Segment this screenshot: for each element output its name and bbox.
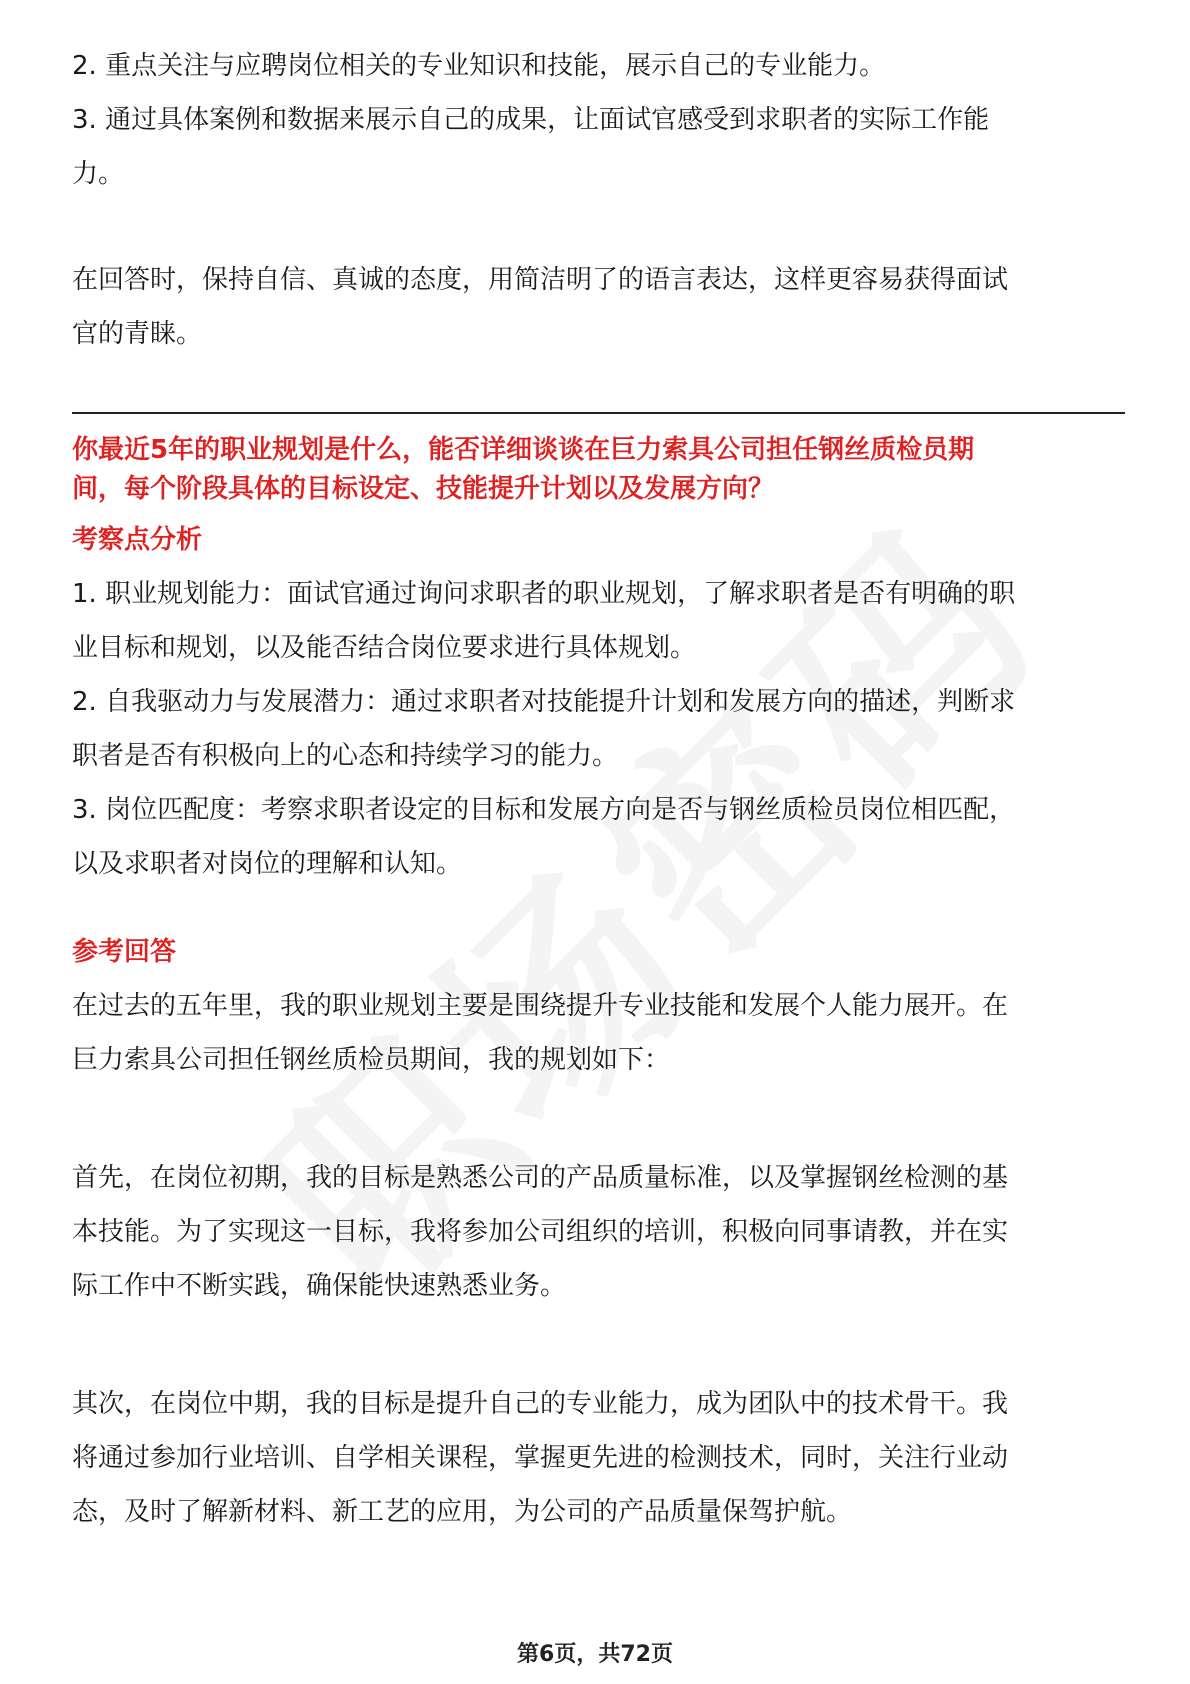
section-divider bbox=[72, 412, 1125, 414]
answer-line: 巨力索具公司担任钢丝质检员期间，我的规划如下： bbox=[72, 1045, 671, 1075]
analysis-line: 3. 岗位匹配度：考察求职者设定的目标和发展方向是否与钢丝质检员岗位相匹配， bbox=[72, 795, 1016, 825]
analysis-line: 2. 自我驱动力与发展潜力：通过求职者对技能提升计划和发展方向的描述，判断求 bbox=[72, 687, 1016, 717]
page-number: 第6页，共72页 bbox=[517, 1642, 673, 1667]
analysis-line: 以及求职者对岗位的理解和认知。 bbox=[72, 849, 463, 879]
answer-line: 其次，在岗位中期，我的目标是提升自己的专业能力，成为团队中的技术骨干。我 bbox=[72, 1389, 1009, 1419]
analysis-heading: 考察点分析 bbox=[72, 525, 203, 555]
answer-line: 首先，在岗位初期，我的目标是熟悉公司的产品质量标准，以及掌握钢丝检测的基 bbox=[72, 1163, 1009, 1193]
question-title: 你最近5年的职业规划是什么，能否详细谈谈在巨力索具公司担任钢丝质检员期 bbox=[72, 435, 975, 465]
question-title-continued: 间，每个阶段具体的目标设定、技能提升计划以及发展方向？ bbox=[72, 474, 775, 504]
answer-line: 本技能。为了实现这一目标，我将参加公司组织的培训，积极向同事请教，并在实 bbox=[72, 1217, 1009, 1247]
intro-point-3: 3. 通过具体案例和数据来展示自己的成果，让面试官感受到求职者的实际工作能 bbox=[72, 105, 990, 135]
analysis-line: 业目标和规划，以及能否结合岗位要求进行具体规划。 bbox=[72, 633, 697, 663]
analysis-line: 职者是否有积极向上的心态和持续学习的能力。 bbox=[72, 741, 619, 771]
intro-point-2: 2. 重点关注与应聘岗位相关的专业知识和技能，展示自己的专业能力。 bbox=[72, 51, 886, 81]
analysis-line: 1. 职业规划能力：面试官通过询问求职者的职业规划，了解求职者是否有明确的职 bbox=[72, 579, 1016, 609]
answer-line: 将通过参加行业培训、自学相关课程，掌握更先进的检测技术，同时，关注行业动 bbox=[72, 1443, 1009, 1473]
intro-closing-line: 官的青睐。 bbox=[72, 319, 203, 349]
answer-line: 态，及时了解新材料、新工艺的应用，为公司的产品质量保驾护航。 bbox=[72, 1497, 853, 1527]
intro-closing-line: 在回答时，保持自信、真诚的态度，用简洁明了的语言表达，这样更容易获得面试 bbox=[72, 265, 1009, 295]
answer-line: 在过去的五年里，我的职业规划主要是围绕提升专业技能和发展个人能力展开。在 bbox=[72, 991, 1009, 1021]
intro-point-3-continued: 力。 bbox=[72, 159, 125, 189]
answer-heading: 参考回答 bbox=[72, 937, 177, 967]
answer-line: 际工作中不断实践，确保能快速熟悉业务。 bbox=[72, 1271, 567, 1301]
